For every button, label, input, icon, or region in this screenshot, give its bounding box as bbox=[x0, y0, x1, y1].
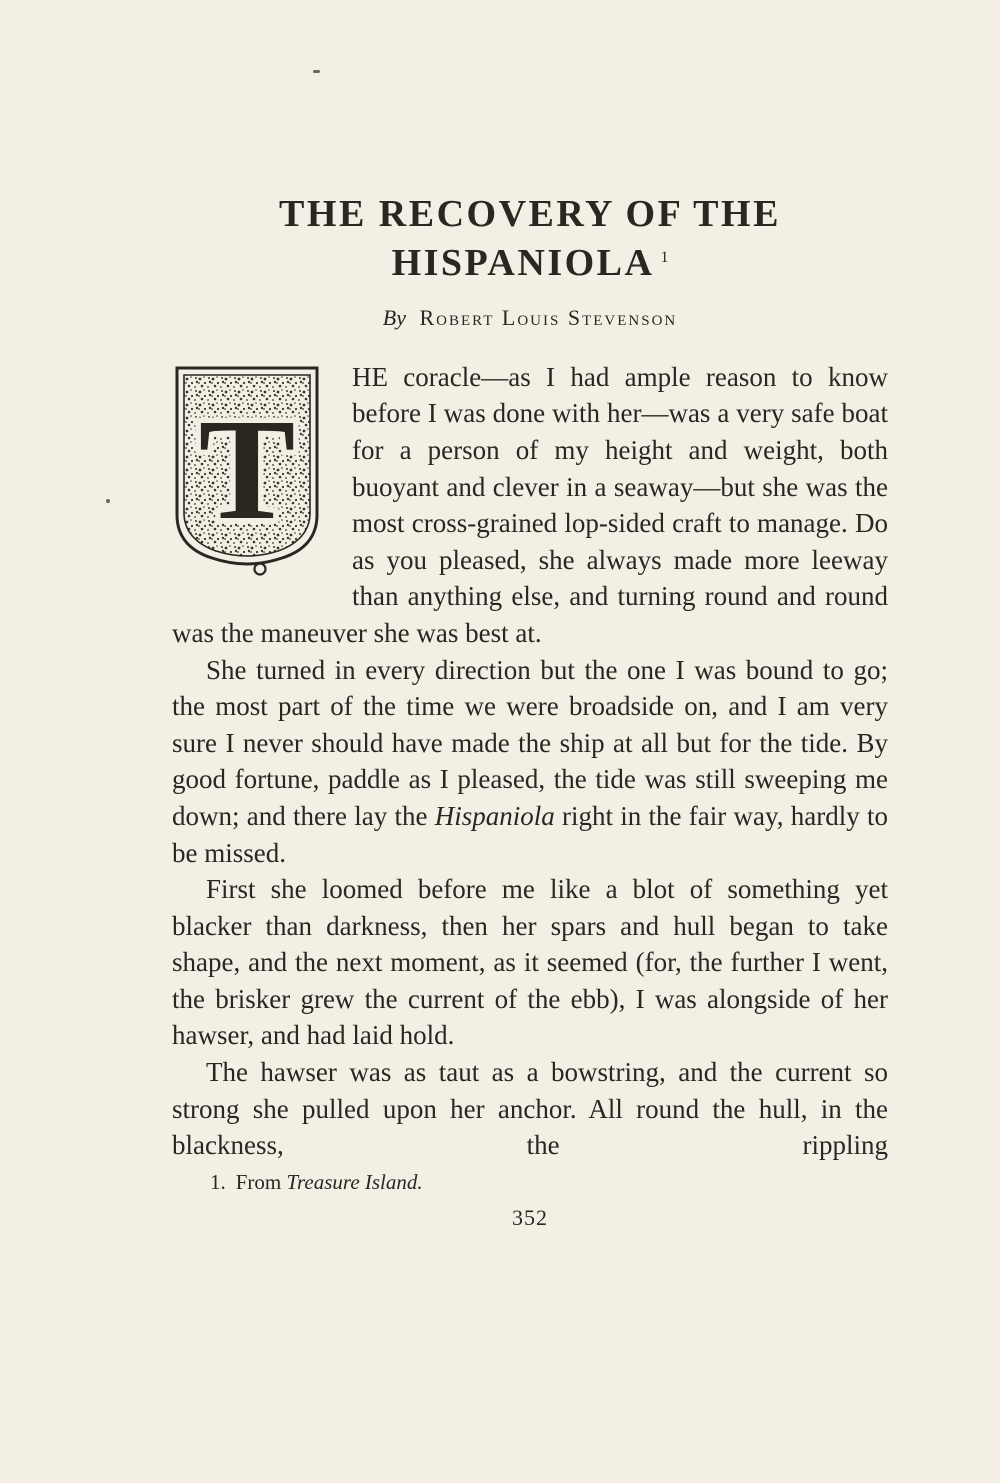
scan-speck bbox=[313, 70, 320, 73]
title-line-2: HISPANIOLA bbox=[391, 242, 655, 285]
drop-cap-graphic bbox=[172, 363, 322, 578]
scan-speck bbox=[106, 499, 110, 503]
footnote-number: 1. bbox=[210, 1169, 226, 1194]
paragraph-3: First she loomed before me like a blot of something yet blacker than darkness, then her spars and hull began to take shape, and the next moment, as it seemed (for, the further I went, the brisker grew the current of the ebb), I was alongside of her hawser, and had laid hold. bbox=[172, 874, 888, 1051]
text-block bbox=[172, 190, 888, 1231]
paragraph-2-text-b: right in the fair way, hardly to be missed. bbox=[172, 800, 888, 868]
ship-name-italic: Hispaniola bbox=[434, 800, 555, 831]
drop-cap-letter: T bbox=[198, 389, 296, 550]
page-number: 352 bbox=[512, 1204, 548, 1230]
scroll-curl bbox=[255, 563, 266, 574]
article-body bbox=[172, 359, 888, 1164]
title-line-1: THE RECOVERY OF THE bbox=[279, 193, 781, 235]
paragraph-4: The hawser was as taut as a bowstring, and the current so strong she pulled upon her anchor. All round the hull, in the blackness, the rippling bbox=[172, 1057, 888, 1161]
paragraph-1 bbox=[172, 359, 888, 652]
footnote-source-italic: Treasure Island. bbox=[286, 1169, 423, 1194]
footnote-reference: 1 bbox=[660, 248, 669, 266]
drop-cap-ornament bbox=[172, 363, 322, 578]
footnote bbox=[172, 1170, 888, 1195]
byline bbox=[172, 305, 888, 331]
paragraph-2-text-a: She turned in every direction but the one I was bound to go; the most part of the time we were broadside on, and I am very sure I never should have made the ship at all but for the tide. By good fortune, paddle as I pleased, the tide was still sweeping me down; and there lay the bbox=[172, 654, 888, 831]
author-name: Robert Louis Stevenson bbox=[419, 304, 678, 330]
page-title bbox=[172, 190, 888, 289]
byline-prefix: By bbox=[382, 304, 406, 330]
footnote-text: From bbox=[235, 1169, 287, 1194]
paragraph-1-text: HE coracle—as I had ample reason to know before I was done with her—was a very safe boat for a person of my height and weight, both buoyant and clever in a seaway—but she was the most cross-grained lop-sided craft to manage. Do as you pleased, she always made more leeway than anything else, and turning round and round was the maneuver she was best at. bbox=[172, 361, 888, 648]
paragraph-2 bbox=[172, 652, 888, 872]
